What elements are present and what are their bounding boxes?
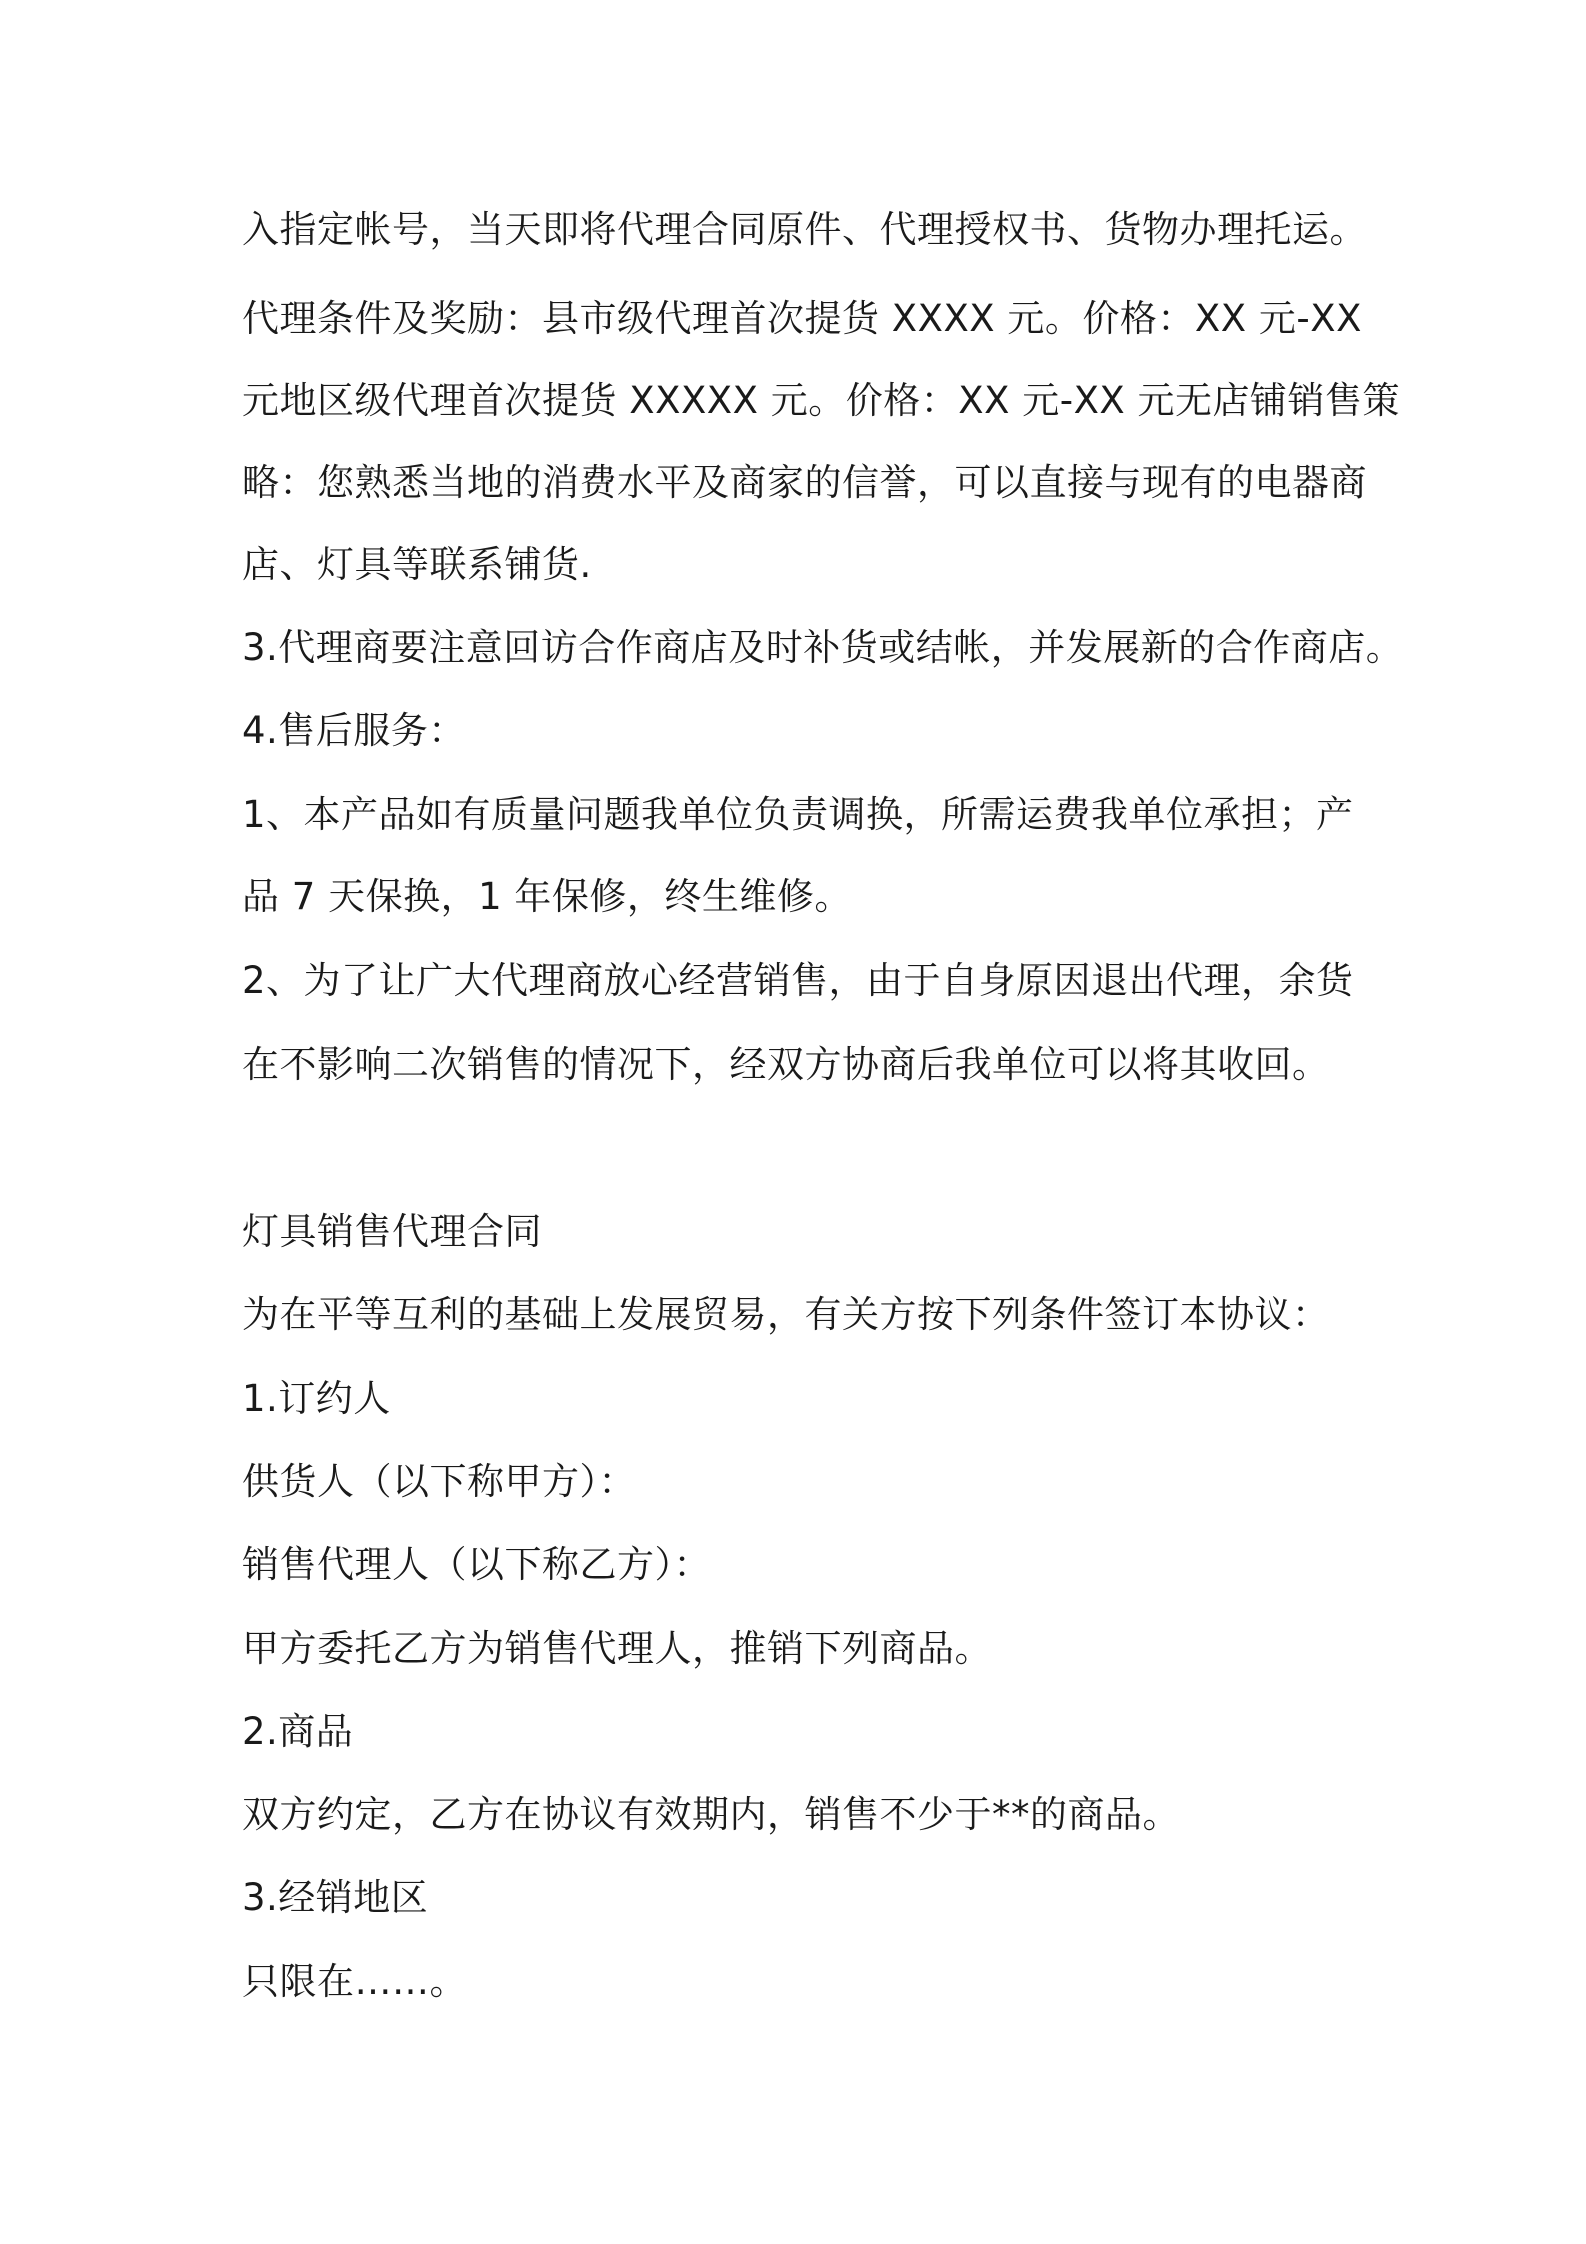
paragraph-continuation-line: 入指定帐号，当天即将代理合同原件、代理授权书、货物办理托运。 xyxy=(242,208,1367,251)
agent-line: 销售代理人（以下称乙方）： xyxy=(242,1543,711,1586)
entrust-line: 甲方委托乙方为销售代理人，推销下列商品。 xyxy=(242,1627,992,1670)
service-2-line-1: 2、为了让广大代理商放心经营销售，由于自身原因退出代理，余货 xyxy=(242,959,1354,1002)
service-2-line-2: 在不影响二次销售的情况下，经双方协商后我单位可以将其收回。 xyxy=(242,1043,1330,1086)
conditions-line-4: 店、灯具等联系铺货. xyxy=(242,543,592,586)
section-2-heading: 2.商品 xyxy=(242,1710,354,1753)
section-1-heading: 1.订约人 xyxy=(242,1377,391,1420)
service-1-line-2: 品 7 天保换，1 年保修，终生维修。 xyxy=(242,875,852,918)
item-3-revisit: 3.代理商要注意回访合作商店及时补货或结帐，并发展新的合作商店。 xyxy=(242,626,1404,669)
contract-title: 灯具销售代理合同 xyxy=(242,1210,542,1253)
conditions-line-3: 略：您熟悉当地的消费水平及商家的信誉，可以直接与现有的电器商 xyxy=(242,461,1367,504)
section-2-text: 双方约定，乙方在协议有效期内，销售不少于**的商品。 xyxy=(242,1793,1180,1836)
section-3-text: 只限在……。 xyxy=(242,1960,467,2003)
conditions-line-1: 代理条件及奖励：县市级代理首次提货 XXXX 元。价格：XX 元-XX xyxy=(242,297,1362,340)
item-4-heading: 4.售后服务： xyxy=(242,709,466,752)
section-3-heading: 3.经销地区 xyxy=(242,1876,429,1919)
service-1-line-1: 1、本产品如有质量问题我单位负责调换，所需运费我单位承担；产 xyxy=(242,793,1354,836)
conditions-line-2: 元地区级代理首次提货 XXXXX 元。价格：XX 元-XX 元无店铺销售策 xyxy=(242,379,1401,422)
contract-intro: 为在平等互利的基础上发展贸易，有关方按下列条件签订本协议： xyxy=(242,1293,1330,1336)
supplier-line: 供货人（以下称甲方）： xyxy=(242,1460,636,1503)
